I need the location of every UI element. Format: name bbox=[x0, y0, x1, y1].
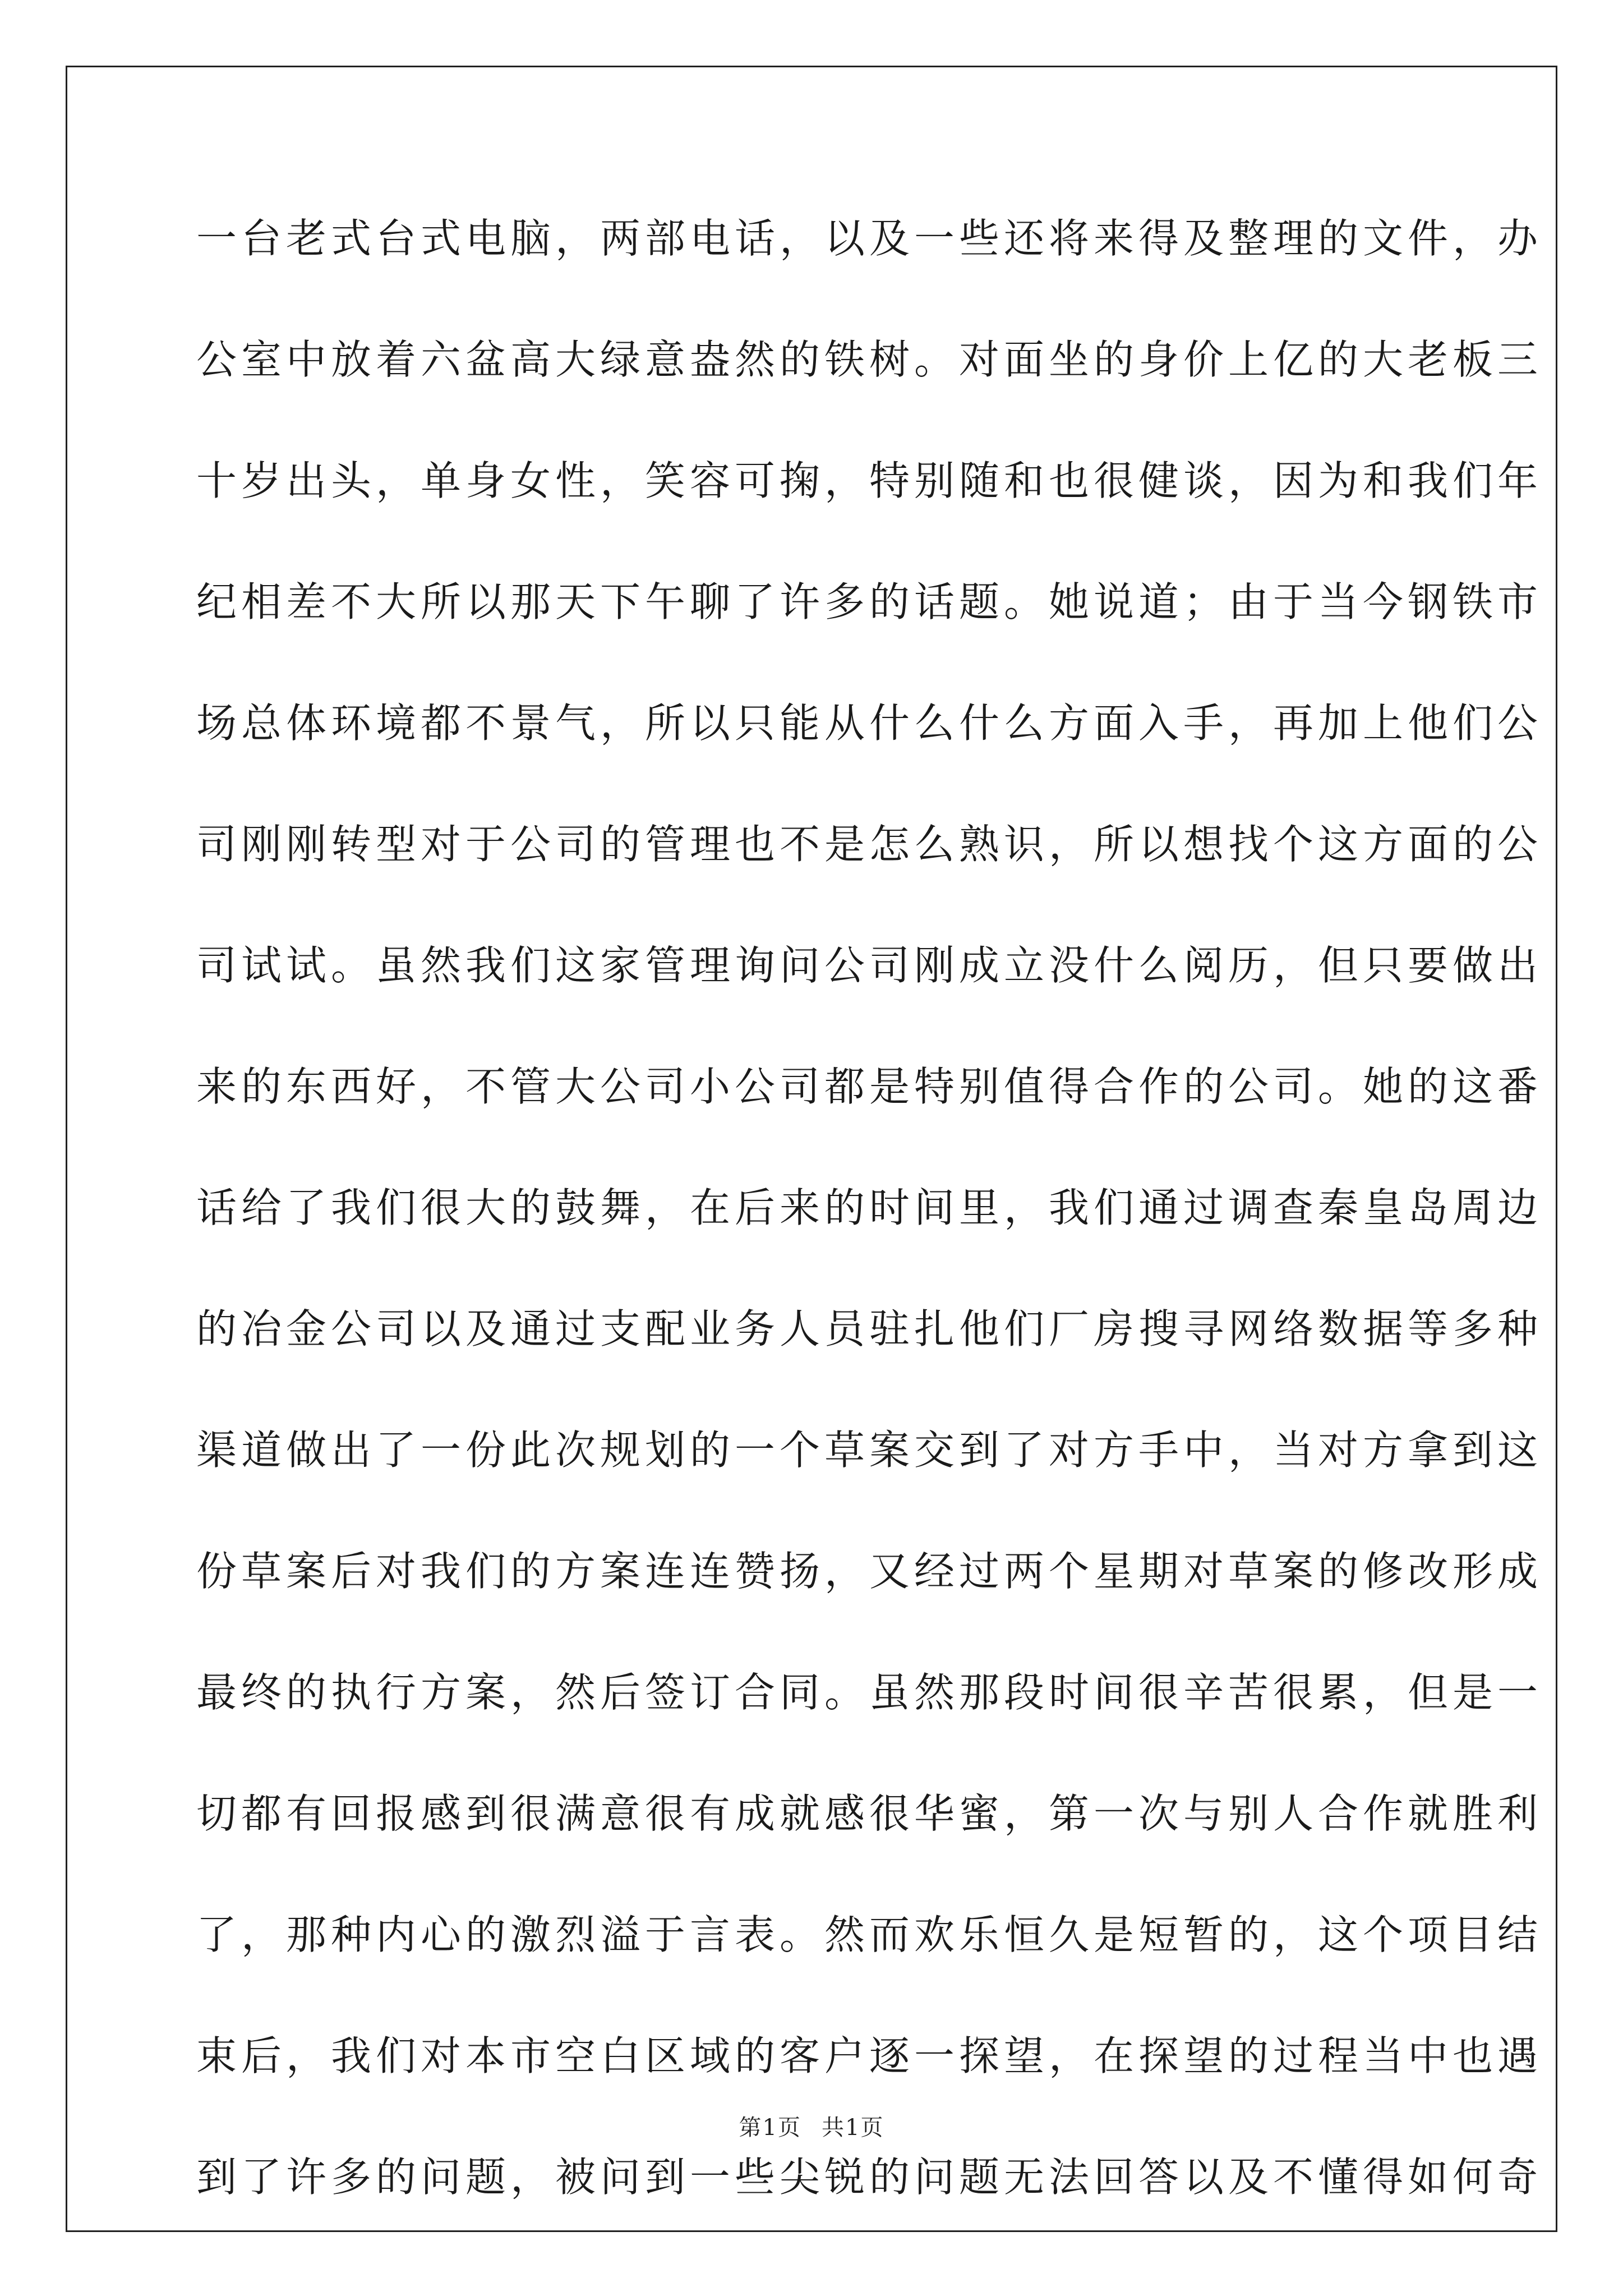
text-line-2: 公室中放着六盆高大绿意盎然的铁树。对面坐的身价上亿的大老板三 bbox=[196, 336, 1543, 383]
text-line-3: 十岁出头，单身女性，笑容可掬，特别随和也很健谈，因为和我们年 bbox=[196, 457, 1543, 504]
text-line-17: 到了许多的问题，被问到一些尖锐的问题无法回答以及不懂得如何奇 bbox=[196, 2154, 1543, 2201]
text-line-11: 渠道做出了一份此次规划的一个草案交到了对方手中，当对方拿到这 bbox=[196, 1427, 1543, 1474]
text-line-5: 场总体环境都不景气，所以只能从什么什么方面入手，再加上他们公 bbox=[196, 700, 1543, 747]
page-number: 第1页 bbox=[739, 2115, 801, 2141]
text-line-4: 纪相差不大所以那天下午聊了许多的话题。她说道；由于当今钢铁市 bbox=[196, 578, 1543, 625]
text-line-8: 来的东西好，不管大公司小公司都是特别值得合作的公司。她的这番 bbox=[196, 1063, 1543, 1110]
text-line-16: 束后，我们对本市空白区域的客户逐一探望，在探望的过程当中也遇 bbox=[196, 2032, 1543, 2079]
text-line-15: 了，那种内心的激烈溢于言表。然而欢乐恒久是短暂的，这个项目结 bbox=[196, 1911, 1543, 1958]
text-line-10: 的冶金公司以及通过支配业务人员驻扎他们厂房搜寻网络数据等多种 bbox=[196, 1305, 1543, 1352]
text-line-9: 话给了我们很大的鼓舞，在后来的时间里，我们通过调查秦皇岛周边 bbox=[196, 1184, 1543, 1231]
text-line-7: 司试试。虽然我们这家管理询问公司刚成立没什么阅历，但只要做出 bbox=[196, 942, 1543, 989]
text-line-13: 最终的执行方案，然后签订合同。虽然那段时间很辛苦很累，但是一 bbox=[196, 1669, 1543, 1716]
page-footer bbox=[0, 2114, 1623, 2142]
text-line-6: 司刚刚转型对于公司的管理也不是怎么熟识，所以想找个这方面的公 bbox=[196, 821, 1543, 868]
document-body bbox=[196, 208, 1543, 2267]
text-line-12: 份草案后对我们的方案连连赞扬，又经过两个星期对草案的修改形成 bbox=[196, 1548, 1543, 1595]
text-line-14: 切都有回报感到很满意很有成就感很华蜜，第一次与别人合作就胜利 bbox=[196, 1790, 1543, 1837]
text-line-1: 一台老式台式电脑，两部电话，以及一些还将来得及整理的文件，办 bbox=[196, 215, 1543, 262]
page-total: 共1页 bbox=[822, 2115, 884, 2141]
